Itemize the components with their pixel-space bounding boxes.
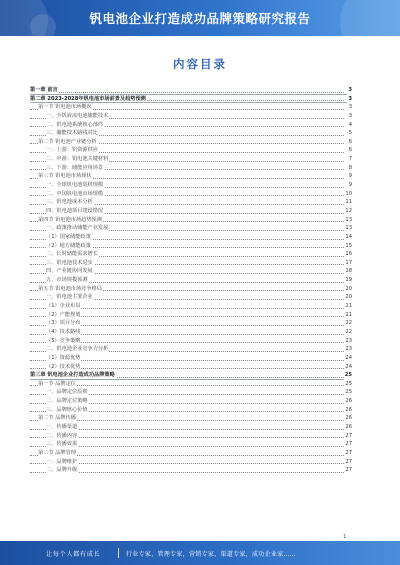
toc-entry-title: 二、传播内容 (46, 432, 78, 439)
toc-entry[interactable] (30, 267, 352, 276)
toc-entry[interactable] (30, 380, 352, 389)
footer-slogan: 让每个人都有成长 (46, 551, 101, 558)
toc-entry[interactable] (30, 285, 352, 294)
toc-entry-title: 二、钒电池企业竞争力分析 (46, 346, 109, 353)
toc-entry[interactable] (30, 216, 352, 225)
toc-entry[interactable] (30, 328, 352, 337)
toc-entry-title: 第三节 品牌管理 (38, 449, 76, 456)
toc-entry[interactable] (30, 440, 352, 449)
toc-entry[interactable] (30, 112, 352, 121)
toc-entry[interactable] (30, 181, 352, 190)
toc-entry-page: 13 (345, 216, 352, 223)
toc-entry[interactable] (30, 432, 352, 441)
toc-entry[interactable] (30, 129, 352, 138)
toc-entry-page: 4 (348, 121, 352, 128)
toc-entry-page: 18 (345, 268, 352, 275)
toc-entry-page: 21 (345, 311, 352, 318)
toc-entry-page: 26 (345, 398, 352, 405)
toc-entry[interactable] (30, 86, 352, 95)
footer-expert-list: 行业专家，管理专家，营销专家，渠道专家，成功企业家…… (126, 551, 297, 558)
toc-entry-page: 24 (345, 363, 352, 370)
toc-entry-page: 24 (345, 354, 352, 361)
toc-entry[interactable] (30, 397, 352, 406)
toc-entry-title: 五、市场规模预测 (46, 277, 88, 284)
toc-entry-title: 二、中国钒电池市场规模 (46, 190, 104, 197)
toc-entry-title: 第一章 前言 (30, 87, 58, 93)
toc-entry-title: 三、储能技术路线对比 (46, 130, 98, 137)
toc-entry-page: 26 (345, 406, 352, 413)
toc-entry[interactable] (30, 198, 352, 207)
toc-entry-page: 3 (348, 95, 352, 102)
toc-entry-page: 20 (345, 285, 352, 292)
toc-entry-page: 16 (345, 251, 352, 258)
toc-entry-page: 6 (348, 138, 352, 145)
toc-entry[interactable] (30, 423, 352, 432)
toc-entry[interactable] (30, 190, 352, 199)
toc-entry-title: 第二章 2023-2028年钒电池市场前景及趋势预测 (30, 95, 146, 102)
toc-entry-page: 25 (344, 372, 352, 379)
toc-entry[interactable] (30, 371, 352, 380)
toc-entry-page: 23 (345, 337, 352, 344)
toc-entry-page: 10 (345, 190, 352, 197)
toc-entry-page: 7 (348, 156, 352, 163)
toc-entry-title: 一、上游：钒资源供应 (46, 147, 98, 154)
toc-entry-page: 17 (345, 259, 352, 266)
toc-entry[interactable] (30, 164, 352, 173)
toc-entry-page: 3 (348, 112, 352, 119)
toc-entry[interactable] (30, 388, 352, 397)
toc-entry-title: 二、钒电池系统核心部件 (46, 121, 104, 128)
toc-entry[interactable] (30, 319, 352, 328)
report-header-banner (0, 0, 400, 36)
toc-entry-title: 三、下游：储能应用场景 (46, 164, 104, 171)
toc-entry-title: （2）技术优势 (46, 363, 81, 370)
toc-entry-page: 9 (348, 173, 352, 180)
toc-entry-page: 22 (345, 320, 352, 327)
toc-entry[interactable] (30, 311, 352, 320)
toc-entry[interactable] (30, 138, 352, 147)
toc-entry-title: 三、钒电池技术进步 (46, 259, 93, 266)
toc-entry-page: 19 (345, 277, 352, 284)
report-footer-banner (0, 541, 400, 565)
toc-entry-title: 一、钒电池主要企业 (46, 294, 93, 301)
toc-entry-page: 22 (345, 328, 352, 335)
toc-entry-page: 25 (345, 380, 352, 387)
toc-entry[interactable] (30, 406, 352, 415)
toc-entry-title: 四、产业链协同发展 (46, 268, 93, 275)
toc-entry-title: 三、钒电池成本分析 (46, 199, 93, 206)
toc-entry[interactable] (30, 337, 352, 346)
toc-entry-title: 第四节 钒电池市场趋势预测 (38, 216, 102, 223)
toc-entry-title: 第二节 钒电池产业链分析 (38, 138, 97, 145)
toc-entry-title: （5）竞争策略 (46, 337, 81, 344)
toc-entry-title: 三、品牌核心价值 (46, 406, 88, 413)
toc-entry[interactable] (30, 95, 352, 104)
toc-entry[interactable] (30, 449, 352, 458)
toc-entry-page: 15 (345, 242, 352, 249)
toc-entry-title: （3）项目分布 (46, 320, 81, 327)
toc-entry-page: 11 (345, 199, 352, 206)
toc-entry[interactable] (30, 259, 352, 268)
toc-entry-page: 5 (348, 130, 352, 137)
toc-leader-dots (30, 455, 344, 456)
toc-entry[interactable] (30, 293, 352, 302)
toc-entry[interactable] (30, 276, 352, 285)
page-number: 1 (343, 534, 347, 540)
toc-entry[interactable] (30, 458, 352, 467)
toc-entry-page: 27 (345, 432, 352, 439)
toc-entry-page: 8 (348, 164, 352, 171)
toc-entry-title: 三、传播效果 (46, 441, 78, 448)
toc-entry-title: 二、品牌升级 (46, 467, 78, 474)
toc-entry-title: （4）技术路线 (46, 328, 81, 335)
toc-entry-title: 一、品牌维护 (46, 458, 78, 465)
toc-entry[interactable] (30, 121, 352, 130)
toc-entry-page: 21 (345, 303, 352, 310)
toc-entry[interactable] (30, 363, 352, 372)
toc-entry-title: 第五节 钒电池市场竞争格局 (38, 285, 102, 292)
toc-entry-title: 第三节 钒电池市场现状 (38, 173, 92, 180)
toc-entry[interactable] (30, 172, 352, 181)
toc-entry-title: 四、钒电池项目建设情况 (46, 207, 104, 214)
toc-entry-page: 27 (345, 449, 352, 456)
toc-entry-page: 25 (345, 389, 352, 396)
toc-entry[interactable] (30, 414, 352, 423)
table-of-contents (30, 86, 352, 475)
toc-entry-page: 27 (345, 467, 352, 474)
toc-entry[interactable] (30, 466, 352, 475)
toc-entry-page: 12 (345, 207, 352, 214)
toc-leader-dots (30, 385, 344, 386)
toc-entry-page: 13 (345, 225, 352, 232)
toc-entry-page: 3 (348, 104, 352, 111)
toc-entry-page: 14 (345, 233, 352, 240)
toc-entry-title: （1）企业布局 (46, 303, 81, 310)
toc-entry-title: （2）产能规划 (46, 311, 81, 318)
toc-entry-page: 9 (348, 182, 352, 189)
toc-entry-page: 26 (345, 415, 352, 422)
toc-entry-title: 第一节 品牌定位 (38, 380, 76, 387)
toc-entry[interactable] (30, 224, 352, 233)
toc-entry-title: 第三章 钒电池企业打造成功品牌策略 (30, 372, 115, 379)
toc-entry-title: （1）国家储能政策 (46, 233, 91, 240)
footer-divider (118, 548, 119, 558)
toc-entry-title: 二、品牌定位策略 (46, 398, 88, 405)
toc-entry-title: 一、传播渠道 (46, 423, 78, 430)
toc-entry-title: 第二节 品牌传播 (38, 415, 76, 422)
toc-entry[interactable] (30, 354, 352, 363)
toc-entry-title: 第一节 钒电池市场概况 (38, 104, 92, 111)
toc-entry-page: 3 (348, 87, 352, 93)
toc-entry-title: （1）资源优势 (46, 354, 81, 361)
toc-entry[interactable] (30, 302, 352, 311)
report-title: 钒电池企业打造成功品牌策略研究报告 (89, 11, 311, 26)
toc-entry-page: 20 (345, 294, 352, 301)
toc-entry[interactable] (30, 250, 352, 259)
toc-entry[interactable] (30, 345, 352, 354)
toc-entry[interactable] (30, 207, 352, 216)
toc-entry-title: 一、政策推动储能产业发展 (46, 225, 109, 232)
toc-heading: 内容目录 (173, 57, 227, 71)
toc-entry-page: 27 (345, 458, 352, 465)
toc-entry-title: 一、品牌定位原则 (46, 389, 88, 396)
toc-entry-page: 23 (345, 346, 352, 353)
toc-entry[interactable] (30, 146, 352, 155)
toc-entry-page: 26 (345, 423, 352, 430)
toc-leader-dots (30, 420, 344, 421)
toc-entry-title: 一、全钒液流电池储能技术 (46, 112, 109, 119)
toc-entry-title: 二、长时储能需求增长 (46, 251, 98, 258)
toc-entry[interactable] (30, 155, 352, 164)
toc-entry[interactable] (30, 103, 352, 112)
toc-entry[interactable] (30, 242, 352, 251)
toc-entry-page: 6 (348, 147, 352, 154)
toc-entry-title: 一、全球钒电池装机规模 (46, 182, 104, 189)
toc-leader-dots (30, 92, 344, 93)
toc-entry-title: 二、中游：钒电池关键材料 (46, 156, 109, 163)
toc-entry[interactable] (30, 233, 352, 242)
toc-entry-page: 27 (345, 441, 352, 448)
toc-entry-title: （2）地方储能政策 (46, 242, 91, 249)
